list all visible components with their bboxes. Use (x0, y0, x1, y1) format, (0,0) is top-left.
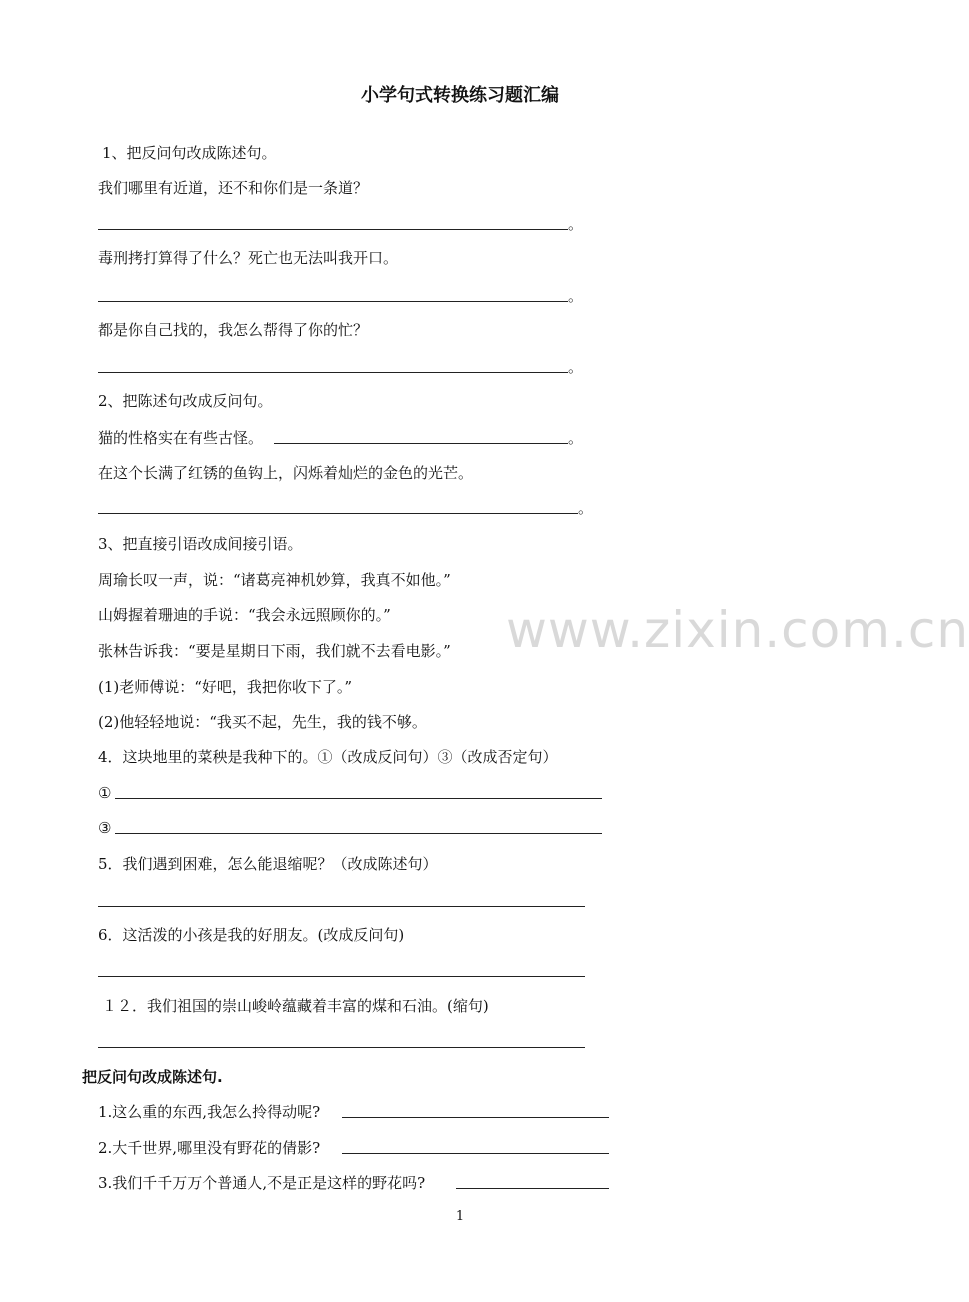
page-title: 小学句式转换练习题汇编 (361, 85, 559, 106)
answer-line[interactable] (456, 1188, 609, 1189)
question-text: 毒刑拷打算得了什么？死亡也无法叫我开口。 (98, 249, 399, 267)
answer-line[interactable] (98, 229, 568, 230)
question-text: 山姆握着珊迪的手说：“我会永远照顾你的。” (98, 606, 391, 624)
question-text: 周瑜长叹一声，说：“诸葛亮神机妙算，我真不如他。” (98, 571, 451, 589)
section-2-heading: 2、把陈述句改成反问句。 (98, 392, 273, 410)
answer-line[interactable] (115, 833, 602, 834)
question-text: 张林告诉我：“要是星期日下雨，我们就不去看电影。” (98, 642, 451, 660)
period-mark: 。 (568, 287, 584, 305)
answer-line[interactable] (98, 976, 585, 977)
question-text: 3.我们千千万万个普通人,不是正是这样的野花吗? (98, 1174, 426, 1192)
section-12-heading: １２．我们祖国的崇山峻岭蕴藏着丰富的煤和石油。(缩句) (102, 997, 489, 1015)
question-text: (2)他轻轻地说：“我买不起，先生，我的钱不够。 (98, 713, 427, 731)
question-text: (1)老师傅说：“好吧，我把你收下了。” (98, 678, 353, 696)
circle-three-mark: ③ (98, 819, 112, 837)
question-text: 都是你自己找的，我怎么帮得了你的忙？ (98, 321, 369, 339)
bold-section-heading: 把反问句改成陈述句. (82, 1068, 223, 1086)
answer-line[interactable] (342, 1153, 609, 1154)
answer-line[interactable] (98, 372, 568, 373)
section-1-heading: 1、把反问句改成陈述句。 (102, 144, 277, 162)
answer-line[interactable] (274, 443, 568, 444)
question-text: 1.这么重的东西,我怎么拎得动呢? (98, 1103, 321, 1121)
section-3-heading: 3、把直接引语改成间接引语。 (98, 535, 303, 553)
answer-line[interactable] (98, 513, 578, 514)
period-mark: 。 (568, 215, 584, 233)
answer-line[interactable] (98, 906, 585, 907)
question-text: 猫的性格实在有些古怪。 (98, 429, 264, 447)
section-5-heading: 5．我们遇到困难，怎么能退缩呢？（改成陈述句） (98, 855, 438, 873)
section-6-heading: 6．这活泼的小孩是我的好朋友。(改成反问句) (98, 926, 405, 944)
question-text: 2.大千世界,哪里没有野花的倩影? (98, 1139, 321, 1157)
page-number: 1 (455, 1209, 465, 1224)
watermark: www.zixin.com.cn (506, 601, 969, 659)
question-text: 我们哪里有近道，还不和你们是一条道？ (98, 179, 369, 197)
question-text: 在这个长满了红锈的鱼钩上，闪烁着灿烂的金色的光芒。 (98, 464, 474, 482)
period-mark: 。 (568, 358, 584, 376)
section-4-heading: 4．这块地里的菜秧是我种下的。①（改成反问句）③（改成否定句） (98, 748, 558, 766)
answer-line[interactable] (98, 1047, 585, 1048)
period-mark: 。 (578, 499, 594, 517)
answer-line[interactable] (342, 1117, 609, 1118)
circle-one-mark: ① (98, 784, 112, 802)
answer-line[interactable] (98, 301, 568, 302)
period-mark: 。 (568, 429, 584, 447)
answer-line[interactable] (115, 798, 602, 799)
